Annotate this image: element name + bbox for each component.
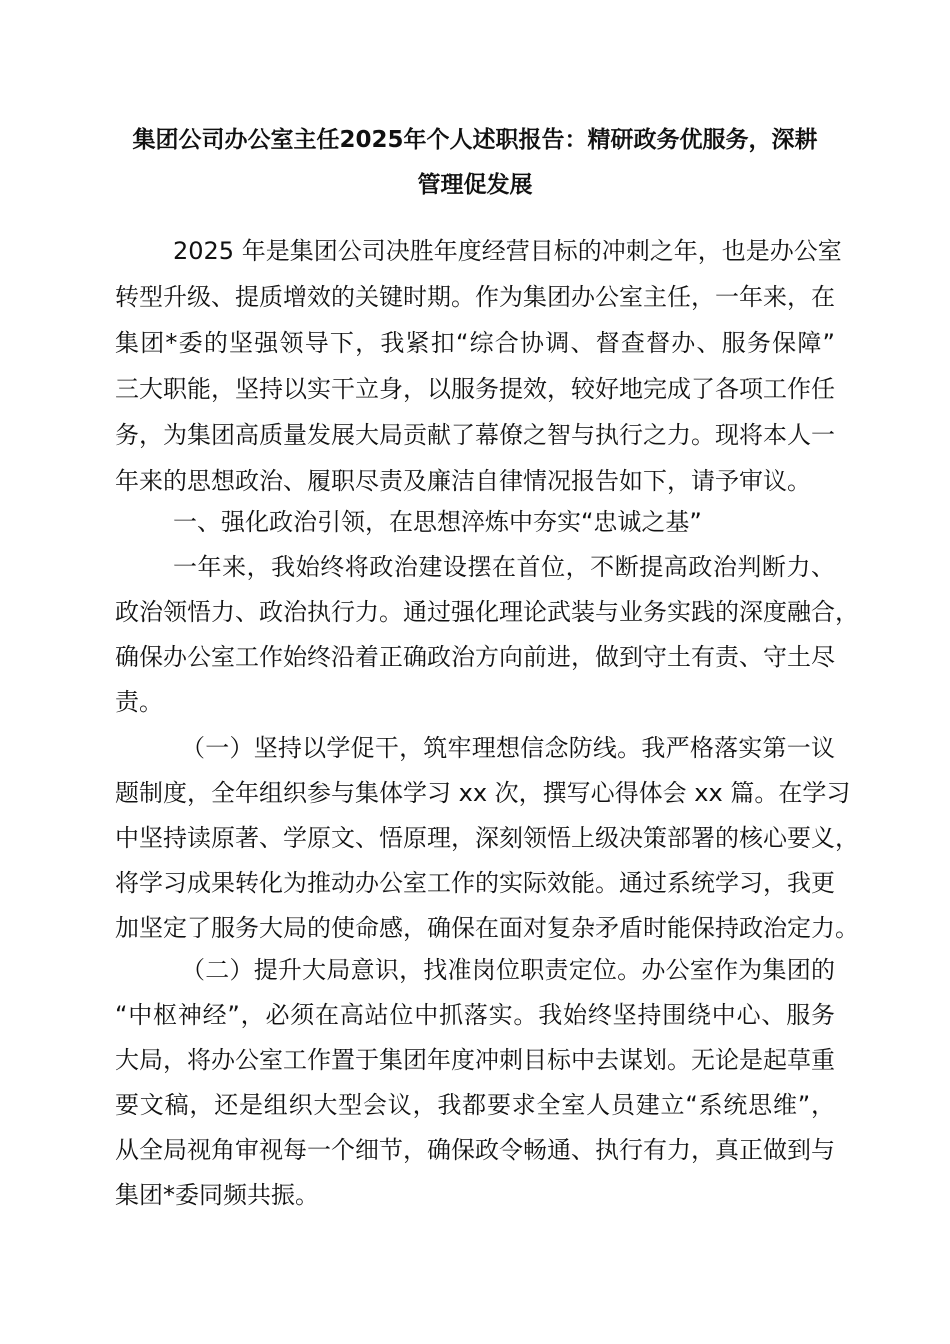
paragraph-line: “中枢神经”，必须在高站位中抓落实。我始终坚持围绕中心、服务: [115, 1001, 835, 1029]
paragraph-line: 大局，将办公室工作置于集团年度冲刺目标中去谋划。无论是起草重: [115, 1046, 835, 1074]
paragraph-line: 政治领悟力、政治执行力。通过强化理论武装与业务实践的深度融合，: [115, 598, 859, 626]
paragraph-line: 确保办公室工作始终沿着正确政治方向前进，做到守土有责、守土尽: [115, 643, 835, 671]
paragraph-line: 中坚持读原著、学原文、悟原理，深刻领悟上级决策部署的核心要义，: [115, 824, 859, 852]
paragraph-line: 加坚定了服务大局的使命感，确保在面对复杂矛盾时能保持政治定力。: [115, 914, 859, 942]
paragraph-line: 务，为集团高质量发展大局贡献了幕僚之智与执行之力。现将本人一: [115, 421, 835, 449]
paragraph-line: 集团*委的坚强领导下，我紧扣“综合协调、督查督办、服务保障”: [115, 329, 835, 357]
document-title-line-1: 集团公司办公室主任2025年个人述职报告：精研政务优服务，深耕: [132, 127, 818, 153]
paragraph-line: 转型升级、提质增效的关键时期。作为集团办公室主任，一年来，在: [115, 283, 835, 311]
paragraph-line: 集团*委同频共振。: [115, 1181, 319, 1209]
paragraph-line: 从全局视角审视每一个细节，确保政令畅通、执行有力，真正做到与: [115, 1136, 835, 1164]
paragraph-line: 责。: [115, 688, 163, 716]
paragraph-line: 将学习成果转化为推动办公室工作的实际效能。通过系统学习，我更: [115, 869, 835, 897]
paragraph-line: 2025 年是集团公司决胜年度经营目标的冲刺之年，也是办公室: [173, 237, 842, 265]
paragraph-line: 一年来，我始终将政治建设摆在首位，不断提高政治判断力、: [173, 553, 835, 581]
paragraph-line: 题制度，全年组织参与集体学习 xx 次，撰写心得体会 xx 篇。在学习: [115, 779, 851, 807]
paragraph-line: 年来的思想政治、履职尽责及廉洁自律情况报告如下，请予审议。: [115, 467, 811, 495]
document-title-line-2: 管理促发展: [417, 172, 533, 198]
paragraph-line: 要文稿，还是组织大型会议，我都要求全室人员建立“系统思维”，: [115, 1091, 835, 1119]
section-heading: 一、强化政治引领，在思想淬炼中夯实“忠诚之基”: [173, 508, 702, 536]
paragraph-line: （二）提升大局意识，找准岗位职责定位。办公室作为集团的: [181, 956, 835, 984]
paragraph-line: （一）坚持以学促干，筑牢理想信念防线。我严格落实第一议: [181, 734, 835, 762]
paragraph-line: 三大职能，坚持以实干立身，以服务提效，较好地完成了各项工作任: [115, 375, 835, 403]
